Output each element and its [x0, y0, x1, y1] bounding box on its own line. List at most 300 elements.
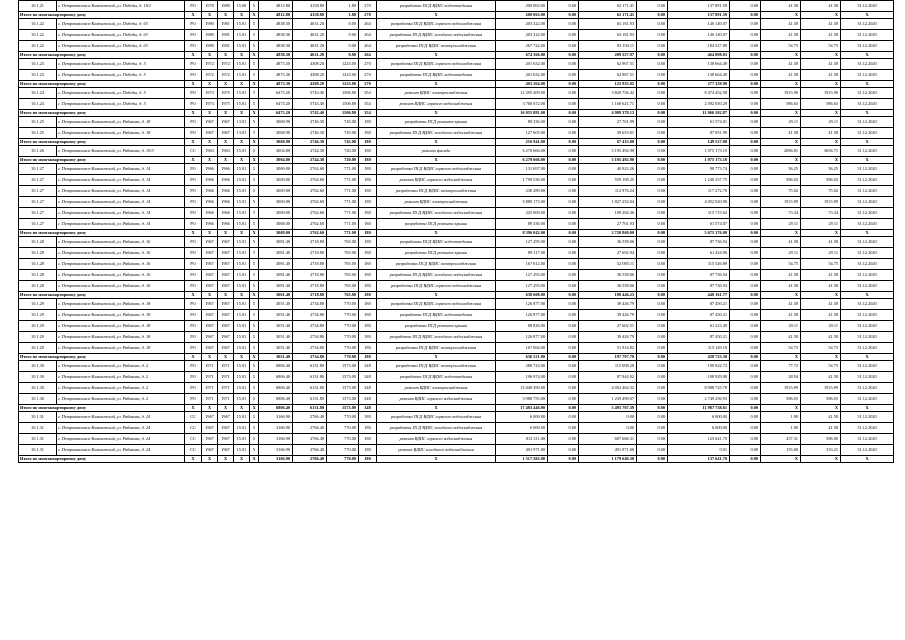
value-cell: 3081.40 — [259, 237, 293, 248]
value-cell: 771.00 — [327, 219, 359, 230]
value-cell: 180 — [359, 423, 377, 434]
address-cell: г. Петропавловск-Камчатский, ул. Рябикова, д. 16 — [57, 259, 185, 270]
value-cell: 770.00 — [327, 343, 359, 354]
value-cell: 0.01 — [668, 445, 730, 456]
value-cell: 15.01 — [234, 41, 250, 52]
total-cell: 0.00 — [327, 52, 359, 59]
value-cell: 41.58 — [761, 30, 801, 41]
value-cell: 5743.40 — [293, 88, 327, 99]
value-cell: 31.12.2020 — [841, 310, 894, 321]
value-cell: 0.00 — [548, 30, 579, 41]
value-cell: 5 — [250, 394, 259, 405]
address-cell: г. Петропавловск-Камчатский, ул. Рябикова, д. 24 — [57, 445, 185, 456]
value-cell: 0.00 — [637, 343, 668, 354]
total-cell: 0.00 — [730, 405, 761, 412]
value-cell: 3068.90 — [259, 117, 293, 128]
value-cell: 190 922.72 — [668, 361, 730, 372]
value-cell: 0.00 — [548, 299, 579, 310]
value-cell: 115 526.89 — [668, 259, 730, 270]
value-cell: 4873.30 — [259, 59, 293, 70]
value-cell: 1967 — [218, 237, 234, 248]
value-cell: 0.00 — [730, 412, 761, 423]
value-cell: 5 — [250, 88, 259, 99]
total-cell: X — [218, 230, 234, 237]
total-label: Итого по многоквартирному дому — [19, 52, 185, 59]
value-cell: 87 951.99 — [668, 128, 730, 139]
total-cell: 0.00 — [548, 110, 579, 117]
total-cell: X — [218, 292, 234, 299]
total-cell: X — [761, 405, 801, 412]
value-cell: 586.03 — [801, 99, 841, 110]
value-cell: 27 761.93 — [579, 219, 637, 230]
value-cell: 5 — [250, 445, 259, 456]
value-cell: 180 — [359, 343, 377, 354]
value-cell: РО — [185, 259, 202, 270]
value-cell: 31.12.2020 — [841, 259, 894, 270]
value-cell: 180 — [359, 146, 377, 157]
item-number-cell: 10.1.30 — [19, 383, 57, 394]
work-type-cell: ремонт ВДИС холодного водоснабжения — [377, 445, 496, 456]
value-cell: 1 240 337.75 — [668, 175, 730, 186]
value-cell: 0.00 — [637, 299, 668, 310]
value-cell: 0.00 — [548, 1, 579, 12]
value-cell: 3069.00 — [259, 175, 293, 186]
value-cell: 0.00 — [637, 445, 668, 456]
work-type-cell: ремонт ВДИС горячего водоснабжения — [377, 99, 496, 110]
value-cell: 15.01 — [234, 248, 250, 259]
value-cell: 0.00 — [548, 19, 579, 30]
total-cell: X — [185, 230, 202, 237]
total-cell: 0.00 — [548, 354, 579, 361]
value-cell: 180 — [359, 219, 377, 230]
total-cell: X — [234, 110, 250, 117]
value-cell: 0.00 — [637, 1, 668, 12]
total-cell: X — [250, 12, 259, 19]
value-cell: 0.00 — [548, 197, 579, 208]
item-number-cell: 10.1.22 — [19, 30, 57, 41]
value-cell: 41.58 — [801, 19, 841, 30]
value-cell: РО — [185, 332, 202, 343]
value-cell: 1966 — [218, 208, 234, 219]
value-cell: 87 736.94 — [668, 237, 730, 248]
value-cell: 41.58 — [801, 30, 841, 41]
value-cell: 5 195 492.90 — [579, 146, 637, 157]
value-cell: 1573.00 — [327, 383, 359, 394]
value-cell: 5 — [250, 383, 259, 394]
total-cell: 180 — [359, 139, 377, 146]
value-cell: 15.01 — [234, 237, 250, 248]
value-cell: 125 641.70 — [668, 434, 730, 445]
value-cell: 180 — [359, 197, 377, 208]
total-cell: 0.00 — [548, 292, 579, 299]
value-cell: 1506.80 — [327, 99, 359, 110]
address-cell: г. Петропавловск-Камчатский, ул. Рябикова, д. 18 — [57, 128, 185, 139]
work-type-cell: ремонт фасада — [377, 146, 496, 157]
value-cell: 1 239 498.07 — [579, 394, 637, 405]
value-cell: 5 880 173.00 — [496, 197, 548, 208]
value-cell: 31.12.2020 — [841, 445, 894, 456]
value-cell: 1915.96 — [801, 88, 841, 99]
value-cell: 0.00 — [548, 445, 579, 456]
value-cell: 1967 — [218, 281, 234, 292]
value-cell: 0.00 — [637, 394, 668, 405]
value-cell: 8 988 725.78 — [668, 383, 730, 394]
work-row — [19, 208, 894, 219]
value-cell: 0.00 — [730, 99, 761, 110]
total-cell: X — [761, 456, 801, 463]
total-cell: 216 941.00 — [496, 139, 548, 146]
value-cell: 180 — [359, 186, 377, 197]
value-cell: 51 914.82 — [579, 343, 637, 354]
total-cell: X — [841, 81, 894, 88]
value-cell: 770.00 — [327, 445, 359, 456]
value-cell: 0.00 — [637, 208, 668, 219]
value-cell: 0.00 — [548, 361, 579, 372]
value-cell: 15.01 — [234, 343, 250, 354]
value-cell: 267 722.00 — [496, 41, 548, 52]
value-cell: 4158.80 — [293, 1, 327, 12]
value-cell: 0.00 — [637, 117, 668, 128]
total-cell: 0.00 — [730, 139, 761, 146]
value-cell: 0.00 — [548, 383, 579, 394]
value-cell: СС — [185, 146, 202, 157]
value-cell: 15.01 — [234, 332, 250, 343]
value-cell: 41.58 — [761, 332, 801, 343]
address-cell: г. Петропавловск-Камчатский, ул. Рябикова, д. 18 — [57, 310, 185, 321]
value-cell: 270 — [359, 59, 377, 70]
value-cell: 31.12.2020 — [841, 70, 894, 81]
value-cell: 203 322.00 — [496, 19, 548, 30]
work-type-cell: разработка ПСД ВДИС электроснабжения — [377, 259, 496, 270]
value-cell: 2 749 256.93 — [668, 394, 730, 405]
total-cell: 5743.40 — [293, 110, 327, 117]
value-cell: РО — [185, 30, 202, 41]
value-cell: 4838.30 — [259, 30, 293, 41]
work-type-cell: разработка ПСД ВДИС водоотведения — [377, 1, 496, 12]
work-row — [19, 299, 894, 310]
total-cell: X — [841, 230, 894, 237]
value-cell: 15.01 — [234, 219, 250, 230]
work-type-cell: разработка ПСД ремонта крыши — [377, 321, 496, 332]
value-cell: 4631.20 — [293, 30, 327, 41]
value-cell: 15.01 — [234, 423, 250, 434]
value-cell: 155.68 — [761, 445, 801, 456]
total-cell: X — [185, 52, 202, 59]
value-cell: 0.00 — [548, 412, 579, 423]
value-cell: 6473.20 — [259, 88, 293, 99]
value-cell: 2762.60 — [293, 219, 327, 230]
total-cell: 0.00 — [637, 52, 668, 59]
value-cell: 31.12.2020 — [841, 332, 894, 343]
value-cell: 0.00 — [730, 117, 761, 128]
total-cell: X — [202, 139, 218, 146]
total-cell: X — [377, 405, 496, 412]
value-cell: 0.00 — [637, 372, 668, 383]
value-cell: 87 450.21 — [668, 299, 730, 310]
value-cell: 270 — [359, 70, 377, 81]
value-cell: РО — [185, 248, 202, 259]
total-cell: X — [185, 405, 202, 412]
item-number-cell: 10.1.25 — [19, 128, 57, 139]
value-cell: 15.01 — [234, 321, 250, 332]
work-row — [19, 146, 894, 157]
total-cell: 771.00 — [327, 230, 359, 237]
value-cell: 225 000.00 — [496, 208, 548, 219]
total-cell: X — [218, 12, 234, 19]
value-cell: 1972 — [202, 59, 218, 70]
value-cell: 765.00 — [327, 259, 359, 270]
value-cell: 257.31 — [761, 434, 801, 445]
total-cell: X — [218, 456, 234, 463]
house-total-row — [19, 139, 894, 146]
total-cell: 6806.40 — [259, 405, 293, 412]
total-cell: X — [250, 405, 259, 412]
total-cell: X — [801, 12, 841, 19]
value-cell: РО — [185, 281, 202, 292]
work-row — [19, 423, 894, 434]
value-cell: 109 284.36 — [579, 208, 637, 219]
value-cell: 6806.40 — [259, 372, 293, 383]
value-cell: 0.00 — [637, 88, 668, 99]
total-cell: 0.00 — [637, 81, 668, 88]
total-cell: X — [234, 230, 250, 237]
value-cell: 5 — [250, 434, 259, 445]
work-type-cell: разработка ПСД ВДИС электроснабжения — [377, 41, 496, 52]
total-cell: 0.00 — [637, 292, 668, 299]
item-number-cell: 10.1.30 — [19, 394, 57, 405]
work-type-cell: разработка ПСД ремонта крыши — [377, 248, 496, 259]
value-cell: 41.58 — [761, 281, 801, 292]
item-number-cell: 10.1.21 — [19, 1, 57, 12]
value-cell: 2718.80 — [293, 237, 327, 248]
value-cell: 0.00 — [637, 412, 668, 423]
value-cell: 63 181.93 — [579, 30, 637, 41]
value-cell: 31.12.2020 — [841, 30, 894, 41]
value-cell: 0.00 — [637, 146, 668, 157]
value-cell: 41.58 — [801, 128, 841, 139]
total-cell: 0.00 — [730, 12, 761, 19]
value-cell: 0.00 — [548, 372, 579, 383]
total-cell: 209 557.97 — [579, 52, 637, 59]
address-cell: г. Петропавловск-Камчатский, ул. Победы, д. 16/1 — [57, 1, 185, 12]
value-cell: 29.11 — [801, 321, 841, 332]
value-cell: 1967 — [202, 332, 218, 343]
value-cell: 31.12.2020 — [841, 208, 894, 219]
total-cell: 180 — [359, 292, 377, 299]
value-cell: 0.00 — [548, 99, 579, 110]
value-cell: 31.12.2020 — [841, 117, 894, 128]
value-cell: 348 — [359, 372, 377, 383]
value-cell: 1966 — [202, 175, 218, 186]
work-row — [19, 281, 894, 292]
total-cell: 0.00 — [637, 354, 668, 361]
total-cell: X — [761, 292, 801, 299]
total-cell: 270 — [359, 12, 377, 19]
item-number-cell: 10.1.28 — [19, 248, 57, 259]
total-cell: 5 675 176.00 — [668, 230, 730, 237]
value-cell: 41.58 — [761, 19, 801, 30]
value-cell: 15.00 — [234, 1, 250, 12]
value-cell: 12 295 209.00 — [496, 88, 548, 99]
value-cell: 31.12.2020 — [841, 128, 894, 139]
value-cell: 5 — [250, 248, 259, 259]
value-cell: 1972 — [218, 59, 234, 70]
total-cell: X — [377, 230, 496, 237]
value-cell: 1963 — [202, 146, 218, 157]
value-cell: 3166.90 — [259, 445, 293, 456]
value-cell: 0.00 — [548, 321, 579, 332]
address-cell: г. Петропавловск-Камчатский, ул. Рябикова, д. 24 — [57, 423, 185, 434]
item-number-cell: 10.1.30 — [19, 361, 57, 372]
value-cell: 62 171.41 — [579, 1, 637, 12]
total-cell: X — [218, 139, 234, 146]
value-cell: 201 632.00 — [496, 59, 548, 70]
value-cell: 5 — [250, 117, 259, 128]
value-cell: 586.03 — [761, 99, 801, 110]
total-cell: X — [202, 292, 218, 299]
value-cell: 5 — [250, 321, 259, 332]
total-cell: 0.00 — [548, 52, 579, 59]
total-cell: 3166.90 — [259, 456, 293, 463]
value-cell: 52 085.11 — [579, 259, 637, 270]
value-cell: 586.00 — [801, 434, 841, 445]
total-cell: X — [202, 81, 218, 88]
total-cell: X — [218, 110, 234, 117]
value-cell: 41.58 — [761, 59, 801, 70]
value-cell: 15.01 — [234, 434, 250, 445]
value-cell: 29.11 — [801, 117, 841, 128]
value-cell: 31.12.2020 — [841, 59, 894, 70]
total-cell: X — [250, 292, 259, 299]
value-cell: 40 923.26 — [579, 164, 637, 175]
total-cell: 0.00 — [548, 139, 579, 146]
value-cell: 31.12.2020 — [841, 343, 894, 354]
total-cell: 149 527.00 — [668, 139, 730, 146]
value-cell: 1.80 — [327, 1, 359, 12]
value-cell: 4 052 920.96 — [668, 197, 730, 208]
total-cell: 464 808.03 — [668, 52, 730, 59]
work-row — [19, 1, 894, 12]
work-row — [19, 30, 894, 41]
total-cell: 264 — [359, 52, 377, 59]
value-cell: 0.00 — [548, 332, 579, 343]
value-cell: 41.58 — [761, 1, 801, 12]
value-cell: 1967 — [218, 445, 234, 456]
value-cell: 41.58 — [761, 237, 801, 248]
value-cell: 1966 — [202, 197, 218, 208]
value-cell: РО — [185, 343, 202, 354]
total-cell: 0.00 — [637, 405, 668, 412]
value-cell: 27 692.94 — [579, 248, 637, 259]
value-cell: 2734.80 — [293, 299, 327, 310]
address-cell: г. Петропавловск-Камчатский, ул. Победы, д. 63 — [57, 30, 185, 41]
value-cell: 29.11 — [761, 248, 801, 259]
total-cell: 6 270 666.00 — [496, 157, 548, 164]
value-cell: 41.58 — [761, 310, 801, 321]
total-cell: X — [185, 110, 202, 117]
value-cell: 0.00 — [637, 310, 668, 321]
address-cell: г. Петропавловск-Камчатский, ул. Победы, д. 63 — [57, 41, 185, 52]
value-cell: 3166.90 — [259, 423, 293, 434]
value-cell: 1966 — [218, 175, 234, 186]
value-cell: 1980 — [218, 1, 234, 12]
work-row — [19, 237, 894, 248]
value-cell: 127 295.00 — [496, 237, 548, 248]
register-table-body — [19, 1, 894, 463]
value-cell: 354 — [359, 88, 377, 99]
value-cell: 0.00 — [548, 281, 579, 292]
total-cell: X — [377, 139, 496, 146]
total-cell: 0.00 — [548, 456, 579, 463]
work-type-cell: ремонт ВДИС горячего водоснабжения — [377, 175, 496, 186]
value-cell: 0.00 — [730, 423, 761, 434]
value-cell: 83 194.11 — [579, 41, 637, 52]
work-type-cell: разработка ПСД ВДИС горячего водоснабжения — [377, 59, 496, 70]
total-cell: X — [801, 110, 841, 117]
value-cell: 1980 — [202, 30, 218, 41]
value-cell: 2744.30 — [293, 146, 327, 157]
value-cell: 5 — [250, 197, 259, 208]
work-type-cell: разработка ПСД ВДИС холодного водоснабжения — [377, 423, 496, 434]
value-cell: 56.25 — [761, 164, 801, 175]
address-cell: г. Петропавловск-Камчатский, ул. Рябикова, д. 16 — [57, 237, 185, 248]
value-cell: 1981 — [218, 19, 234, 30]
value-cell: 1971 — [202, 372, 218, 383]
total-cell: 6473.20 — [259, 110, 293, 117]
value-cell: 63 181.93 — [579, 19, 637, 30]
value-cell: СС — [185, 434, 202, 445]
total-cell: 0.00 — [548, 12, 579, 19]
work-row — [19, 248, 894, 259]
value-cell: 264 — [359, 30, 377, 41]
value-cell: 2746.30 — [293, 117, 327, 128]
value-cell: 41.58 — [801, 332, 841, 343]
work-type-cell: разработка ПСД ремонта крыши — [377, 117, 496, 128]
value-cell: 3 988 755.00 — [496, 394, 548, 405]
value-cell: 1966 — [218, 186, 234, 197]
work-type-cell: разработка ПСД ВДИС холодного водоснабжения — [377, 30, 496, 41]
value-cell: 1967 — [218, 423, 234, 434]
total-cell: 0.00 — [548, 157, 579, 164]
total-cell: X — [185, 354, 202, 361]
value-cell: 0.00 — [730, 394, 761, 405]
total-cell: X — [202, 354, 218, 361]
total-cell: 277 328.98 — [668, 81, 730, 88]
value-cell: 15.01 — [234, 146, 250, 157]
value-cell: 5 — [250, 99, 259, 110]
item-number-cell: 10.1.29 — [19, 332, 57, 343]
total-label: Итого по многоквартирному дому — [19, 354, 185, 361]
value-cell: 1223.00 — [327, 70, 359, 81]
total-cell: 720.00 — [327, 157, 359, 164]
value-cell: 167 064.00 — [496, 343, 548, 354]
value-cell: 0.00 — [637, 186, 668, 197]
value-cell: 813 311.00 — [496, 434, 548, 445]
value-cell: 1.90 — [761, 412, 801, 423]
value-cell: 15.01 — [234, 208, 250, 219]
value-cell: 0.00 — [637, 423, 668, 434]
value-cell: 0.00 — [730, 164, 761, 175]
house-total-row — [19, 12, 894, 19]
value-cell: 1966 — [218, 197, 234, 208]
value-cell: 687 668.31 — [579, 434, 637, 445]
value-cell: 5 — [250, 281, 259, 292]
value-cell: 1967 — [218, 412, 234, 423]
value-cell: 1915.99 — [761, 383, 801, 394]
value-cell: 15.01 — [234, 175, 250, 186]
address-cell: г. Петропавловск-Камчатский, ул. Победы, д. 5 — [57, 70, 185, 81]
value-cell: 5 — [250, 70, 259, 81]
